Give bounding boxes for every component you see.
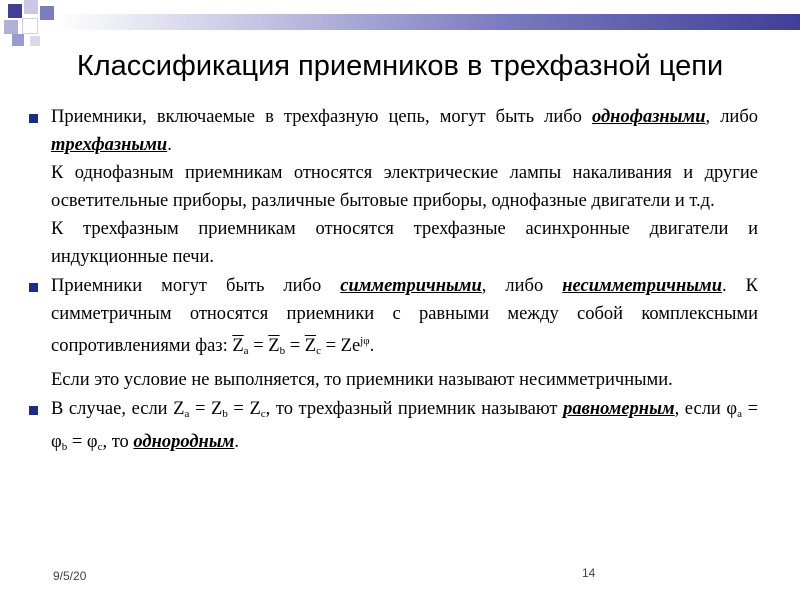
paragraph: К трехфазным приемникам относятся трехфазные асинхронные двигатели и индукционные печи. bbox=[51, 219, 758, 267]
formula-symbol: φ bbox=[86, 431, 98, 452]
formula-subscript: a bbox=[184, 408, 190, 420]
page-number: 14 bbox=[582, 566, 596, 580]
text: , если bbox=[674, 399, 727, 419]
header-gradient-bar bbox=[56, 14, 800, 30]
text: , то bbox=[102, 431, 134, 452]
deco-square bbox=[8, 4, 22, 18]
deco-square bbox=[30, 36, 40, 46]
deco-square bbox=[4, 20, 18, 34]
deco-square bbox=[12, 34, 24, 46]
emphasis-term: однородным bbox=[133, 431, 235, 452]
deco-square bbox=[22, 18, 38, 34]
formula-symbol: Z bbox=[211, 399, 223, 419]
formula-operator: = bbox=[227, 399, 250, 419]
formula-operator: = bbox=[248, 336, 269, 356]
bullet-item bbox=[26, 396, 758, 461]
formula-operator: = bbox=[189, 399, 211, 419]
formula-operator: = bbox=[67, 431, 87, 452]
formula-symbol: φ bbox=[51, 431, 62, 452]
deco-square bbox=[24, 0, 38, 14]
formula-operator: = bbox=[320, 336, 341, 356]
formula-symbol: Ze bbox=[340, 336, 361, 356]
bullet-square-icon bbox=[29, 406, 38, 415]
formula-subscript: c bbox=[316, 345, 321, 357]
formula-subscript: c bbox=[260, 408, 266, 420]
text: , либо bbox=[481, 276, 563, 296]
bullet-square-icon bbox=[29, 114, 38, 123]
text: . bbox=[167, 134, 172, 155]
formula-subscript: c bbox=[97, 440, 103, 453]
emphasis-term: трехфазными bbox=[51, 134, 168, 155]
paragraph: К однофазным приемникам относятся электрические лампы накаливания и другие осветительные приборы, различные бытовые приборы, однофазные двигатели и т.д. bbox=[51, 163, 758, 211]
slide-title: Классификация приемников в трехфазной цепи bbox=[76, 50, 724, 82]
emphasis-term: симметричными bbox=[340, 276, 482, 296]
paragraph: Если это условие не выполняется, то приемники называют несимметричными. bbox=[51, 369, 673, 390]
bullet-square-icon bbox=[29, 283, 38, 292]
emphasis-term: несимметричными bbox=[562, 276, 723, 296]
formula-symbol: $\overline{Z}$ bbox=[268, 336, 280, 356]
text: , либо bbox=[705, 107, 758, 127]
paragraph bbox=[51, 104, 758, 159]
text: . К симметричным относятся приемники с равными между собой комплексными сопротивлениями фаз: bbox=[51, 276, 759, 356]
formula-operator: = bbox=[742, 399, 759, 419]
text: Приемники, включаемые в трехфазную цепь, могут быть либо bbox=[51, 107, 592, 127]
footer-date: 9/5/20 bbox=[53, 569, 87, 583]
formula-subscript: b bbox=[222, 408, 228, 420]
emphasis-term: однофазными bbox=[592, 107, 706, 127]
formula-operator: = bbox=[285, 336, 305, 356]
paragraph bbox=[51, 273, 758, 366]
formula-subscript: b bbox=[279, 345, 286, 357]
formula-superscript: jφ bbox=[360, 335, 370, 347]
formula-symbol: $\overline{Z}$ bbox=[304, 336, 317, 356]
formula-subscript: a bbox=[243, 345, 249, 357]
slide-body bbox=[26, 104, 758, 461]
text: . bbox=[234, 431, 239, 452]
text: В случае, если bbox=[51, 399, 174, 419]
text: Приемники могут быть либо bbox=[51, 276, 341, 296]
text: . bbox=[369, 336, 375, 356]
emphasis-term: равномерным bbox=[563, 399, 675, 419]
formula-symbol: $\overline{Z}$ bbox=[232, 336, 244, 356]
formula-symbol: φ bbox=[726, 399, 738, 419]
formula-subscript: b bbox=[61, 440, 68, 453]
paragraph bbox=[51, 396, 758, 461]
header-decoration bbox=[0, 0, 800, 48]
formula-symbol: Z bbox=[173, 399, 185, 419]
formula-symbol: Z bbox=[249, 399, 261, 419]
formula-subscript: a bbox=[737, 408, 742, 420]
deco-square bbox=[40, 6, 54, 20]
text: , то трехфазный приемник называют bbox=[265, 399, 564, 419]
bullet-item bbox=[26, 273, 758, 394]
bullet-item bbox=[26, 104, 758, 271]
